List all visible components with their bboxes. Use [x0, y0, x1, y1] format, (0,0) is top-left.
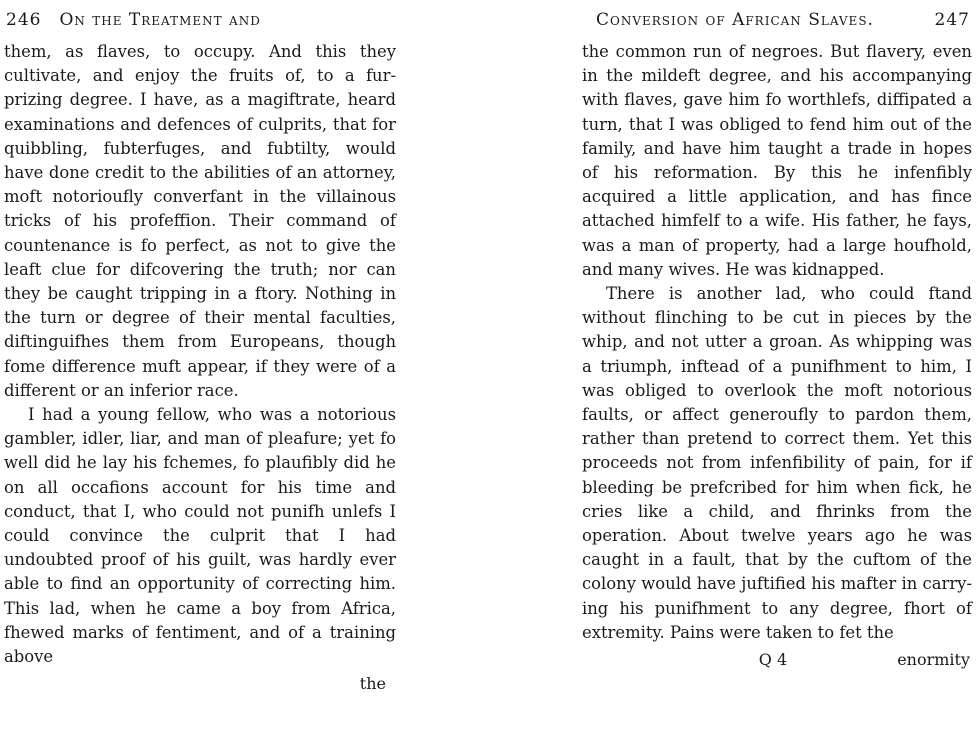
left-running-head: On the Treatment and [59, 10, 261, 30]
left-page-number: 246 [6, 10, 42, 30]
right-page [576, 0, 976, 673]
signature-mark: Q 4 [758, 649, 788, 669]
right-page-footer [576, 645, 976, 673]
right-page-header [576, 0, 976, 40]
left-paragraph-2: I had a young fellow, who was a notorious gambler, idler, liar, and man of pleafure; yet fo well did he lay his fchemes, fo plaufibly did he on all occafions account for his time and conduct, that I, who could not punifh unlefs I could convince the culprit that I had undoubted proof of his guilt, was hardly ever able to find an opportunity of correcting him. This lad, when he came a boy from Africa, fhewed marks of fentiment, and of a training above [4, 405, 396, 667]
left-page-footer [0, 669, 400, 697]
right-paragraph-2: There is another lad, who could ftand without flinching to be cut in pieces by the whip, and not utter a groan. As whipping was a triumph, inftead of a punifhment to him, I was obliged to overlook the moft notorious faults, or affect generoufly to pardon them, rather than pretend to correct them. Yet this proceeds not from infenfibility of pain, for if bleeding be prefcribed for him when fick, he cries like a child, and fhrinks from the operation. About twelve years ago he was caught in a fault, that by the cuftom of the colony would have juftified his mafter in carrying his punifhment to any degree, fhort of extremity. Pains were taken to fet the [582, 284, 972, 642]
left-paragraph-1: them, as flaves, to occupy. And this they cultivate, and enjoy the fruits of, to a furprizing degree. I have, as a magiftrate, heard examinations and defences of culprits, that for quibbling, fubterfuges, and fubtilty, would have done credit to the abilities of an attorney, moft notorioufly converfant in the villainous tricks of his profeffion. Their command of countenance is fo perfect, as not to give the leaft clue for difcovering the truth; nor can they be caught tripping in a ftory. Nothing in the turn or degree of their mental faculties, diftinguifhes them from Europeans, though fome difference muft appear, if they were of a different or an inferior race. [4, 42, 396, 400]
left-page-header [0, 0, 400, 40]
right-catchword: enormity [897, 649, 970, 669]
left-page-body [0, 40, 400, 669]
right-page-number: 247 [934, 10, 970, 30]
right-paragraph-1: the common run of negroes. But flavery, even in the mildeft degree, and his accompanying with flaves, gave him fo worthlefs, diffipated a turn, that I was obliged to fend him out of the family, and have him taught a trade in hopes of his reformation. By this he infenfibly acquired a little application, and has fince attached himfelf to a wife. His father, he fays, was a man of property, had a large houfhold, and many wives. He was kidnapped. [582, 42, 972, 279]
left-page [0, 0, 400, 697]
right-running-head: Conversion of African Slaves. [596, 10, 874, 30]
left-catchword: the [359, 673, 386, 693]
right-page-body [576, 40, 976, 645]
